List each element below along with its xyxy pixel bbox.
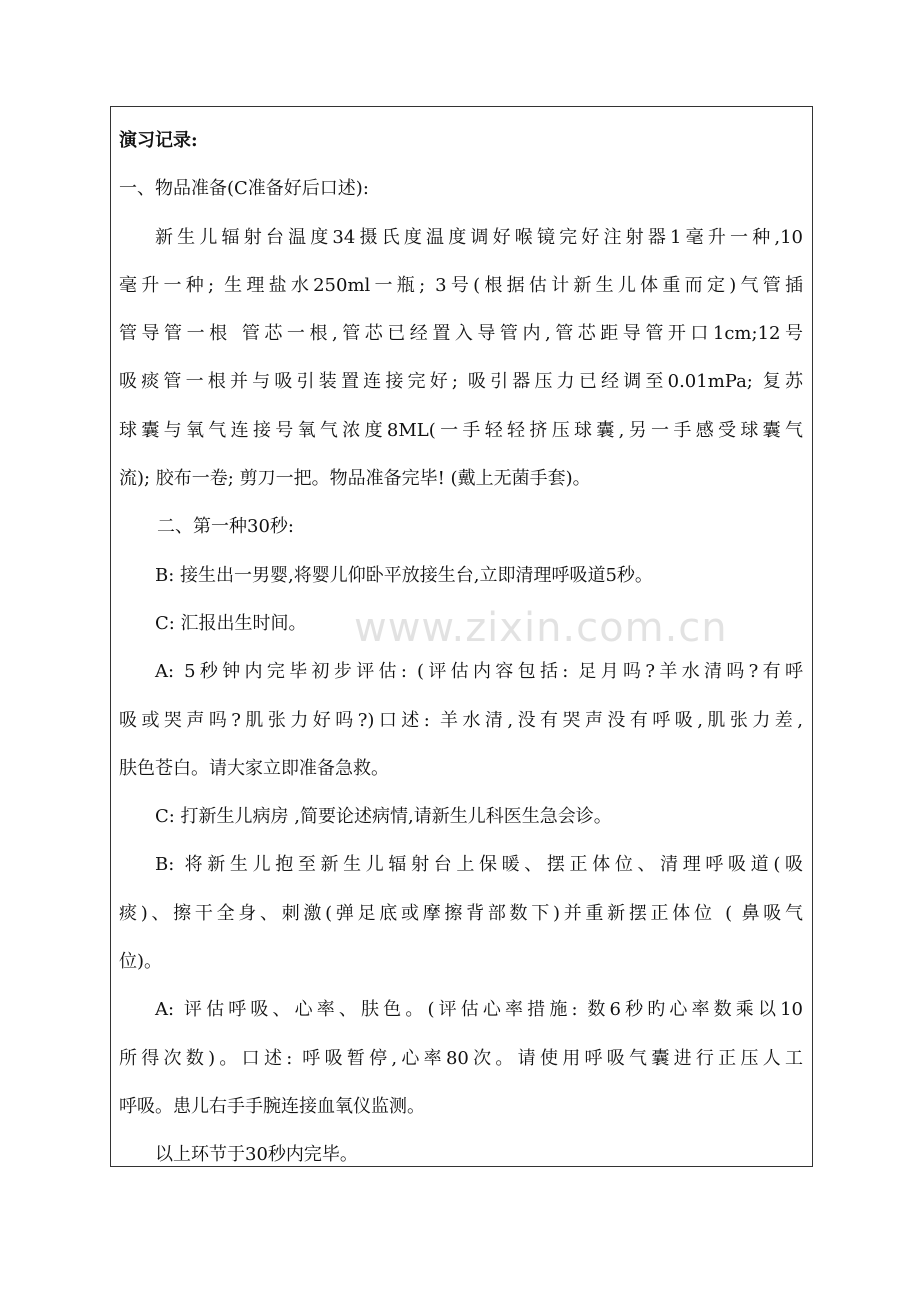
paragraph-line: 所得次数)。口述: 呼吸暂停,心率80次。请使用呼吸气囊进行正压人工 <box>119 1047 803 1069</box>
record-table-cell <box>110 106 813 1167</box>
record-content <box>119 117 803 1180</box>
paragraph-line: 球囊与氧气连接号氧气浓度8ML(一手轻轻挤压球囊,另一手感受球囊气 <box>119 419 803 441</box>
record-title: 演习记录: <box>119 130 198 151</box>
paragraph-line: 新生儿辐射台温度34摄氏度温度调好喉镜完好注射器1毫升一种,10 <box>155 226 803 248</box>
paragraph-line: 吸痰管一根并与吸引装置连接完好; 吸引器压力已经调至0.01mPa; 复苏 <box>119 371 803 393</box>
paragraph-line: 呼吸。患儿右手手腕连接血氧仪监测。 <box>119 1095 425 1117</box>
paragraph-line: A: 5秒钟内完毕初步评估: (评估内容包括: 足月吗?羊水清吗?有呼 <box>155 661 803 683</box>
paragraph-line: 管导管一根 管芯一根,管芯已经置入导管内,管芯距导管开口1cm;12号 <box>119 323 803 345</box>
paragraph-line: 以上环节于30秒内完毕。 <box>155 1144 358 1166</box>
paragraph-line: 肤色苍白。请大家立即准备急救。 <box>119 757 389 779</box>
paragraph-line: 位)。 <box>119 951 163 973</box>
section-heading-supplies: 一、物品准备(C准备好后口述): <box>119 178 369 200</box>
paragraph-line: 吸或哭声吗?肌张力好吗?)口述: 羊水清,没有哭声没有呼吸,肌张力差, <box>119 709 803 731</box>
paragraph-line: B: 将新生儿抱至新生儿辐射台上保暖、摆正体位、清理呼吸道(吸 <box>155 854 803 876</box>
section-heading-first-30s: 二、第一种30秒: <box>157 516 294 538</box>
paragraph-line: B: 接生出一男婴,将婴儿仰卧平放接生台,立即清理呼吸道5秒。 <box>155 564 653 586</box>
watermark-text: www.zixin.com.cn <box>354 605 728 651</box>
paragraph-line: 流); 胶布一卷; 剪刀一把。物品准备完毕! (戴上无菌手套)。 <box>119 468 591 490</box>
paragraph-line: C: 打新生儿病房 ,简要论述病情,请新生儿科医生急会诊。 <box>155 806 612 828</box>
paragraph-line: A: 评估呼吸、心率、肤色。(评估心率措施: 数6秒旳心率数乘以10 <box>155 999 803 1021</box>
paragraph-line: 痰)、擦干全身、刺激(弹足底或摩擦背部数下)并重新摆正体位 ( 鼻吸气 <box>119 902 803 924</box>
paragraph-line: C: 汇报出生时间。 <box>155 612 307 634</box>
paragraph-line: 毫升一种; 生理盐水250ml一瓶; 3号(根据估计新生儿体重而定)气管插 <box>119 274 803 296</box>
